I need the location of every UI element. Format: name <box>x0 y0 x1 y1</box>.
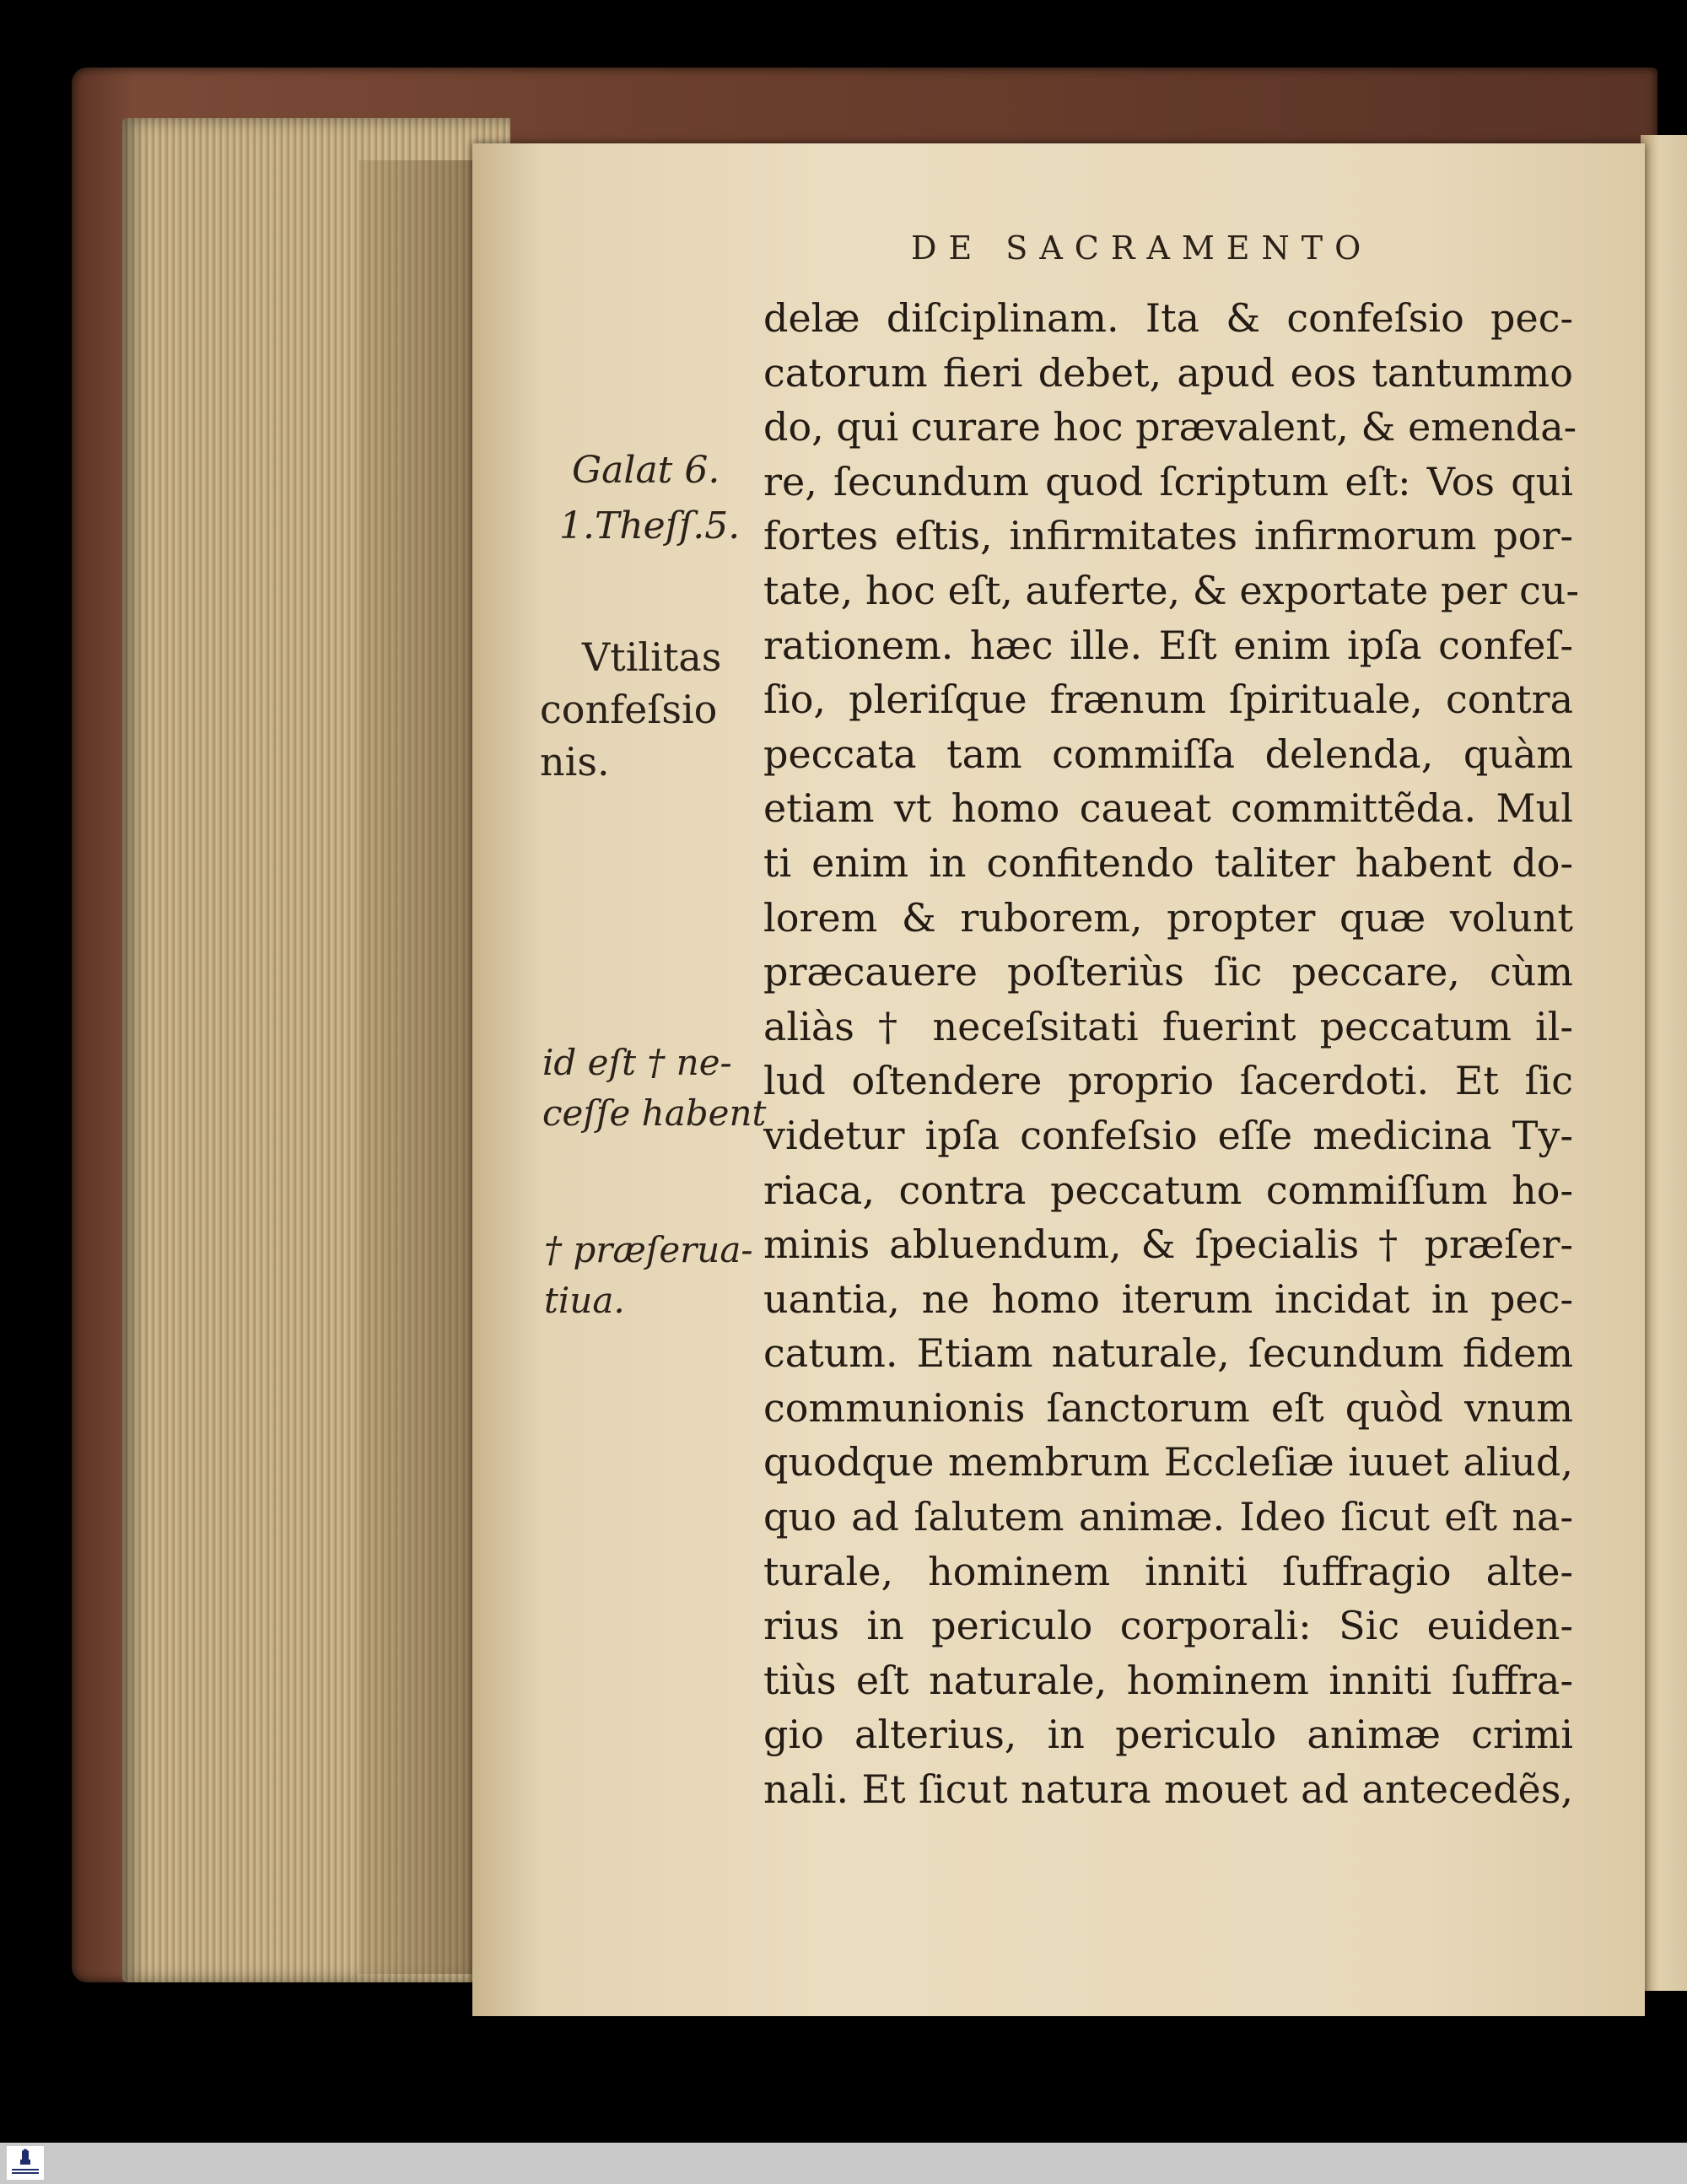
body-line: tate, hoc eſt, auferte, & exportate per cu- <box>763 567 1580 613</box>
body-line: catum. Etiam naturale, ſecundum fidem <box>763 1330 1573 1377</box>
library-footer-bar <box>0 2143 1687 2184</box>
body-line: minis abluendum, & ſpecialis † præſer- <box>763 1221 1573 1268</box>
facing-page-edge <box>1641 135 1687 1991</box>
margin-heading <box>540 631 721 788</box>
body-line: tiùs eſt naturale, hominem inniti ſuffra- <box>763 1657 1573 1703</box>
margin-heading-line2: confeſsio <box>540 687 718 732</box>
running-head: DE SACRAMENTO <box>911 229 1373 267</box>
body-text <box>763 291 1580 1817</box>
body-line: uantia, ne homo iterum incidat in pec- <box>763 1275 1573 1322</box>
margin-heading-line1: Vtilitas <box>582 634 722 680</box>
body-line: riaca, contra peccatum commiſſum ho- <box>763 1167 1573 1213</box>
margin-heading-line3: nis. <box>540 739 610 785</box>
body-line: catorum fieri debet, apud eos tantummo <box>763 349 1573 396</box>
body-line: gio alterius, in periculo animæ crimi <box>763 1712 1573 1758</box>
body-line: fortes eſtis, infirmitates infirmorum por- <box>763 513 1573 559</box>
body-line: lorem & ruborem, propter quæ volunt <box>763 894 1573 941</box>
margin-gloss-praeservativa <box>544 1225 753 1326</box>
library-logo-icon <box>7 2146 44 2180</box>
body-line: videtur ipſa confeſsio eſſe medicina Ty- <box>763 1112 1573 1158</box>
body-line: quo ad ſalutem animæ. Ideo ſicut eſt na- <box>763 1494 1573 1540</box>
margin-gloss-praeservativa-line2: tiua. <box>544 1280 625 1321</box>
body-line: do, qui curare hoc prævalent, & emenda- <box>763 404 1577 450</box>
margin-ref-galatians: Galat 6. <box>572 449 720 492</box>
body-line: lud oſtendere proprio ſacerdoti. Et ſic <box>763 1058 1573 1104</box>
body-line: quodque membrum Eccleſiæ iuuet aliud, <box>763 1439 1573 1486</box>
body-line: ti enim in confitendo taliter habent do- <box>763 839 1573 886</box>
body-line: nali. Et ſicut natura mouet ad antecedẽs, <box>763 1766 1573 1813</box>
body-line: ſio, pleriſque frænum ſpirituale, contra <box>763 677 1573 723</box>
margin-ref-thessalonians: 1.Theſſ.5. <box>559 504 741 547</box>
margin-gloss-necesse <box>542 1038 766 1139</box>
body-line: delæ diſciplinam. Ita & confeſsio pec- <box>763 295 1573 341</box>
body-line: communionis ſanctorum eſt quòd vnum <box>763 1384 1573 1431</box>
body-line: re, ſecundum quod ſcriptum eſt: Vos qui <box>763 458 1573 504</box>
body-line: peccata tam commiſſa delenda, quàm <box>763 731 1573 777</box>
margin-gloss-necesse-line2: ceſſe habent <box>542 1092 767 1134</box>
body-line: rius in periculo corporali: Sic euiden- <box>763 1603 1573 1649</box>
body-line: rationem. hæc ille. Eſt enim ipſa confeſ- <box>763 622 1573 668</box>
body-line: præcauere poſteriùs ſic peccare, cùm <box>763 949 1573 995</box>
body-line: etiam vt homo caueat committẽda. Mul <box>763 785 1573 832</box>
margin-gloss-necesse-line1: id eſt † ne- <box>542 1042 732 1083</box>
body-line: aliàs † neceſsitati fuerint peccatum il- <box>763 1003 1573 1049</box>
body-line: turale, hominem inniti ſuffragio alte- <box>763 1548 1573 1594</box>
margin-gloss-praeservativa-line1: † præſerua- <box>544 1229 753 1270</box>
